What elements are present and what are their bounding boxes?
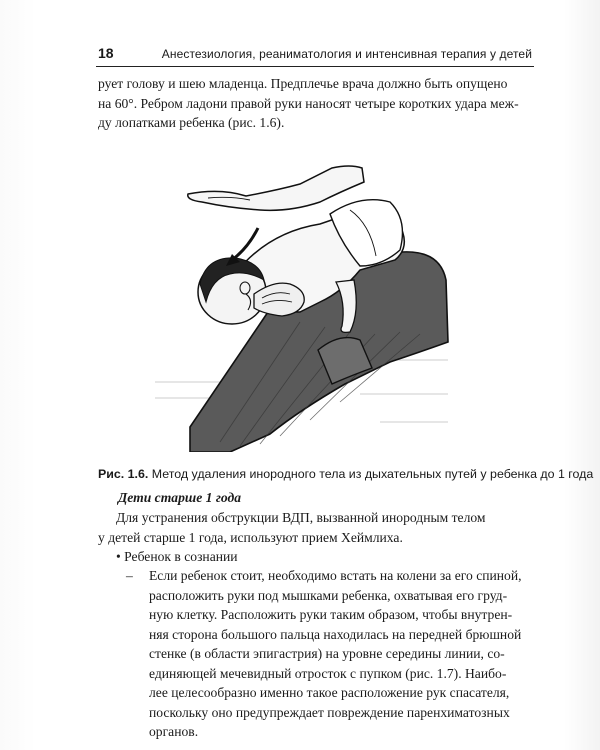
intro-paragraph — [98, 74, 532, 133]
text-line: рует голову и шею младенца. Предплечье врача должно быть опущено — [98, 76, 508, 91]
striking-hand — [188, 166, 364, 210]
text-line: ную клетку. Расположить руки таким образом, чтобы внутрен- — [149, 607, 513, 622]
text-line: единяющей мечевидный отросток с пупком (рис. 1.7). Наибо- — [149, 665, 507, 681]
text-line — [126, 566, 532, 586]
text-line: расположить руки под мышками ребенка, охватывая его груд- — [149, 587, 508, 603]
text-line: ду лопатками ребенка (рис. 1.6). — [98, 115, 285, 130]
text-line: у детей старше 1 года, используют прием Хеймлиха. — [98, 529, 403, 545]
text-line: на 60°. Ребром ладони правой руки наносят четыре коротких удара меж- — [98, 95, 519, 111]
bullet-item: • Ребенок в сознании — [116, 549, 238, 564]
section-intro-paragraph — [98, 508, 532, 547]
infant-back-blows-illustration — [150, 162, 450, 452]
text-line: лее целесообразно именно такое расположение рук спасателя, — [149, 685, 510, 700]
figure-caption-text: Метод удаления инородного тела из дыхательных путей у ребенка до 1 года — [151, 467, 594, 481]
text-line: Для устранения обструкции ВДП, вызванной инородным телом — [116, 510, 486, 525]
dash-list-item — [126, 566, 532, 742]
text-line: поскольку оно предупреждает повреждение паренхиматозных — [149, 704, 510, 720]
text-line-content: Если ребенок стоит, необходимо встать на колени за его спиной, — [149, 568, 522, 583]
text-line: органов. — [149, 724, 199, 739]
figure-label: Рис. 1.6. — [98, 467, 149, 481]
text-line: стенке (в области эпигастрия) на уровне середины линии, со- — [149, 646, 505, 661]
section-heading: Дети старше 1 года — [118, 490, 242, 505]
page-number: 18 — [98, 45, 114, 61]
running-header — [96, 44, 534, 67]
text-line: няя сторона большого пальца находилась на передней брюшной — [149, 626, 522, 642]
dash-marker: – — [126, 568, 133, 583]
running-header-title: Анестезиология, реаниматология и интенсивная терапия у детей — [161, 47, 532, 61]
figure-caption — [98, 466, 594, 482]
